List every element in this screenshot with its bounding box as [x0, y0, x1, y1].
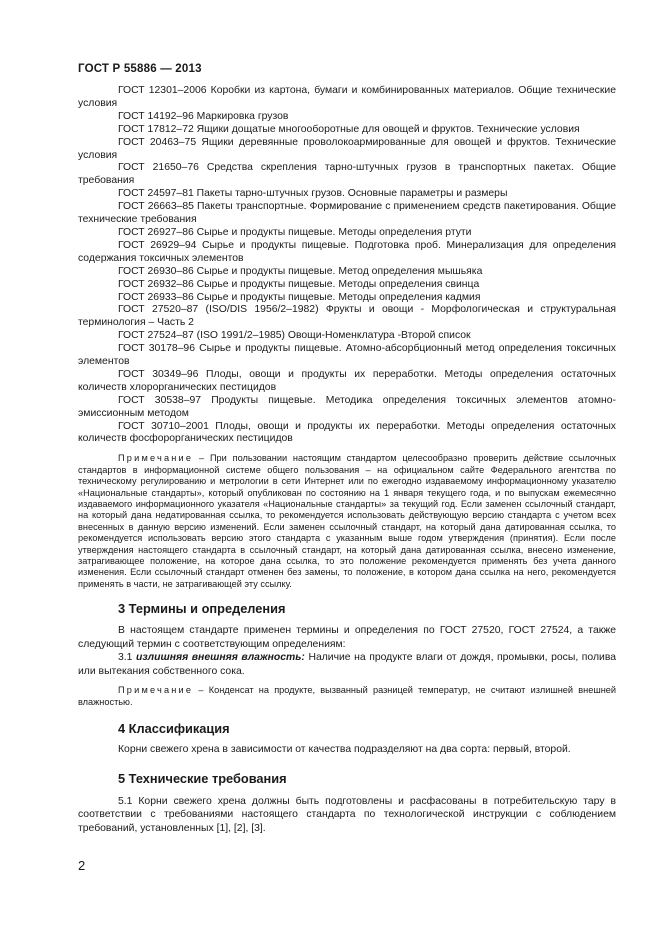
term-definition: Наличие на продукте влаги от дождя, промывки, росы, полива или вытекания собственного сока. — [78, 652, 617, 677]
references-note: Примечание – При пользовании настоящим стандартом целесообразно проверить действие ссылочных стандартов в информационной системе общего пользования – на официальном сайте Федерального агентства по техническому регулированию и метрологии в сети Интернет или по ежегодно издаваемому информационному указателю «Национальные стандарты», который опубликован по состоянию на 1 января текущего года, и по выпускам ежемесячно издаваемого информационного указателя «Национальные стандарты» за текущий год. Если заменен ссылочный стандарт, на который дана недатированная ссылка, то рекомендуется использовать действующую версию стандарта с учетом всех внесенных в данную версию изменений. Если заменен ссылочный стандарт, на который дана датированная ссылка, то рекомендуется использовать версию этого стандарта с указанным выше годом утверждения (принятия). Если после утверждения настоящего стандарта в ссылочный стандарт, на который дана датированная ссылка, внесено изменение, затрагивающее положение, на которое дана ссылка, то это положение рекомендуется применять без учета данного изменения. Если ссылочный стандарт отменен без замены, то положение, в котором дана ссылка на него, рекомендуется применять в части, не затрагивающей эту ссылку. — [78, 453, 616, 589]
reference-item: ГОСТ 30710–2001 Плоды, овощи и продукты их переработки. Методы определения остаточных количеств фосфорорганических пестицидов — [78, 420, 616, 445]
section-5-heading: 5 Технические требования — [118, 770, 287, 786]
reference-item: ГОСТ 26927–86 Сырье и продукты пищевые. Методы определения ртути — [118, 226, 472, 238]
page-number: 2 — [78, 858, 86, 873]
reference-item: ГОСТ 21650–76 Средства скрепления тарно-штучных грузов в транспортных пакетах. Общие требования — [78, 162, 616, 187]
reference-item: ГОСТ 30178–96 Сырье и продукты пищевые. Атомно-абсорбционный метод определения токсичных элементов — [78, 343, 616, 368]
reference-item: ГОСТ 30349–96 Плоды, овощи и продукты их переработки. Методы определения остаточных количеств хлорорганических пестицидов — [78, 368, 616, 393]
term-note-label: Примечание — [118, 685, 194, 696]
reference-item: ГОСТ 26932–86 Сырье и продукты пищевые. Методы определения свинца — [118, 278, 480, 290]
reference-item: ГОСТ 17812–72 Ящики дощатые многооборотные для овощей и фруктов. Технические условия — [118, 123, 580, 135]
reference-item: ГОСТ 27520–87 (ISO/DIS 1956/2–1982) Фрукты и овощи - Морфологическая и структуральная терминология – Часть 2 — [78, 304, 616, 329]
term-name: излишняя внешняя влажность: — [136, 652, 305, 664]
reference-item: ГОСТ 30538–97 Продукты пищевые. Методика определения токсичных элементов атомно-эмиссионным методом — [78, 394, 616, 419]
term-3-1 — [78, 651, 616, 678]
term-number: 3.1 — [118, 652, 133, 664]
page-content — [78, 85, 616, 835]
reference-item: ГОСТ 26930–86 Сырье и продукты пищевые. Метод определения мышьяка — [118, 265, 483, 277]
reference-item: ГОСТ 14192–96 Маркировка грузов — [118, 110, 289, 122]
section-4-heading: 4 Классификация — [118, 721, 230, 737]
reference-item: ГОСТ 12301–2006 Коробки из картона, бумаги и комбинированных материалов. Общие технические условия — [78, 85, 616, 109]
section-5-text: 5.1 Корни свежего хрена должны быть подготовлены и расфасованы в потребительскую тару в соответствии с требованиями настоящего стандарта по технологической инструкции с соблюдением требований, установленных [1], [2], [3]. — [78, 795, 616, 834]
term-note-text: Конденсат на продукте, вызванный разницей температур, не считают излишней внешней влажностью. — [78, 685, 617, 707]
normative-references-list — [78, 85, 616, 446]
section-3-intro: В настоящем стандарте применен термины и определения по ГОСТ 27520, ГОСТ 27524, а также следующий термин с соответствующим определениям: — [78, 625, 616, 650]
note-label: Примечание — [118, 453, 194, 464]
reference-item: ГОСТ 26663–85 Пакеты транспортные. Формирование с применением средств пакетирования. Общие технические требования — [78, 201, 616, 226]
reference-item: ГОСТ 20463–75 Ящики деревянные проволокоармированные для овощей и фруктов. Технические условия — [78, 136, 616, 161]
reference-item: ГОСТ 26933–86 Сырье и продукты пищевые. Методы определения кадмия — [118, 291, 481, 303]
reference-item: ГОСТ 24597–81 Пакеты тарно-штучных грузов. Основные параметры и размеры — [118, 188, 508, 200]
section-4-text: Корни свежего хрена в зависимости от качества подразделяют на два сорта: первый, второй. — [118, 744, 571, 756]
note-text: При пользовании настоящим стандартом целесообразно проверить действие ссылочных стандартов в информационной системе общего пользования – на официальном сайте Федерального агентства по техническому регулированию и метрологии в сети Интернет или по ежегодно издаваемому информационному указателю «Национальные стандарты», который опубликован по состоянию на 1 января текущего года, и по выпускам ежемесячно издаваемого информационного указателя «Национальные стандарты» за текущий год. Если заменен ссылочный стандарт, на который дана недатированная ссылка, то рекомендуется использовать действующую версию стандарта с учетом всех внесенных в данную версию изменений. Если заменен ссылочный стандарт, на который дана датированная ссылка, то рекомендуется использовать версию этого стандарта с указанным выше годом утверждения (принятия). Если после утверждения настоящего стандарта в ссылочный стандарт, на который дана датированная ссылка, внесено изменение, затрагивающее положение, на которое дана ссылка, то это положение рекомендуется применять без учета данного изменения. Если ссылочный стандарт отменен без замены, то положение, в котором дана ссылка на него, рекомендуется применять в части, не затрагивающей эту ссылку. — [78, 453, 616, 589]
document-header: ГОСТ Р 55886 — 2013 — [78, 63, 202, 75]
term-note: Примечание – Конденсат на продукте, вызванный разницей температур, не считают излишней внешней влажностью. — [78, 685, 617, 707]
reference-item: ГОСТ 26929–94 Сырье и продукты пищевые. Подготовка проб. Минерализация для определения содержания токсичных элементов — [78, 239, 616, 264]
section-3-heading: 3 Термины и определения — [118, 601, 286, 617]
reference-item: ГОСТ 27524–87 (ISO 1991/2–1985) Овощи-Номенклатура -Второй список — [118, 330, 471, 342]
